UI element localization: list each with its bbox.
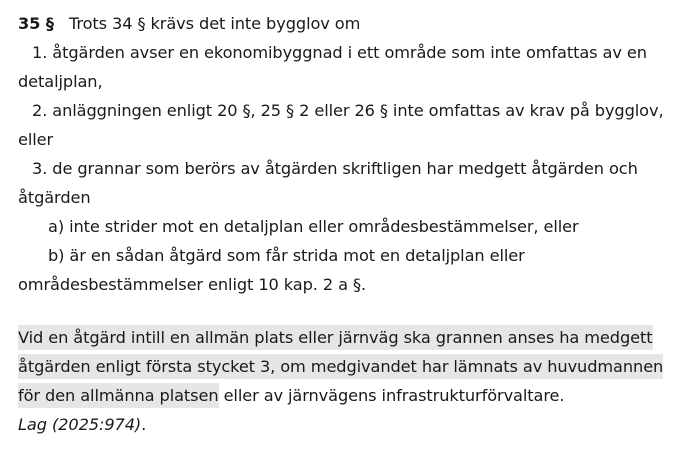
highlighted-text: Vid en åtgärd intill en allmän plats eller järnväg ska grannen anses ha medgett xyxy=(18,325,653,350)
section-heading-line xyxy=(18,9,688,38)
sub-item-b-line-1: b) är en sådan åtgärd som får strida mot en detaljplan eller xyxy=(48,246,525,265)
paragraph-2-line-1 xyxy=(18,323,688,352)
highlighted-text: för den allmänna platsen xyxy=(18,383,219,408)
paragraph-2-line-2 xyxy=(18,352,688,381)
list-item-1-line-1: 1. åtgärden avser en ekonomibyggnad i ett område som inte omfattas av en xyxy=(32,43,647,62)
sub-item-a: a) inte strider mot en detaljplan eller områdesbestämmelser, eller xyxy=(48,217,579,236)
section-intro: Trots 34 § krävs det inte bygglov om xyxy=(69,14,361,33)
law-reference-suffix: . xyxy=(141,415,147,434)
highlighted-text: åtgärden enligt första stycket 3, om medgivandet har lämnats av huvudmannen xyxy=(18,354,663,379)
paragraph-2-line-3-rest: eller av järnvägens infrastrukturförvaltare. xyxy=(218,386,565,405)
paragraph-2-line-3 xyxy=(18,381,688,410)
list-item-3-line-1: 3. de grannar som berörs av åtgärden skriftligen har medgett åtgärden och xyxy=(32,159,638,178)
list-item-2-line-2: eller xyxy=(18,130,54,149)
list-item-1-line-2: detaljplan, xyxy=(18,72,103,91)
paragraph-gap xyxy=(18,299,688,323)
section-number: 35 § xyxy=(18,14,54,33)
sub-item-b-line-2: områdesbestämmelser enligt 10 kap. 2 a §. xyxy=(18,275,366,294)
law-reference-line xyxy=(18,410,688,439)
law-text xyxy=(18,9,688,439)
list-item-2-line-1: 2. anläggningen enligt 20 §, 25 § 2 eller 26 § inte omfattas av krav på bygglov, xyxy=(32,101,664,120)
law-reference: Lag (2025:974) xyxy=(18,415,142,434)
list-item-3-line-2: åtgärden xyxy=(18,188,91,207)
